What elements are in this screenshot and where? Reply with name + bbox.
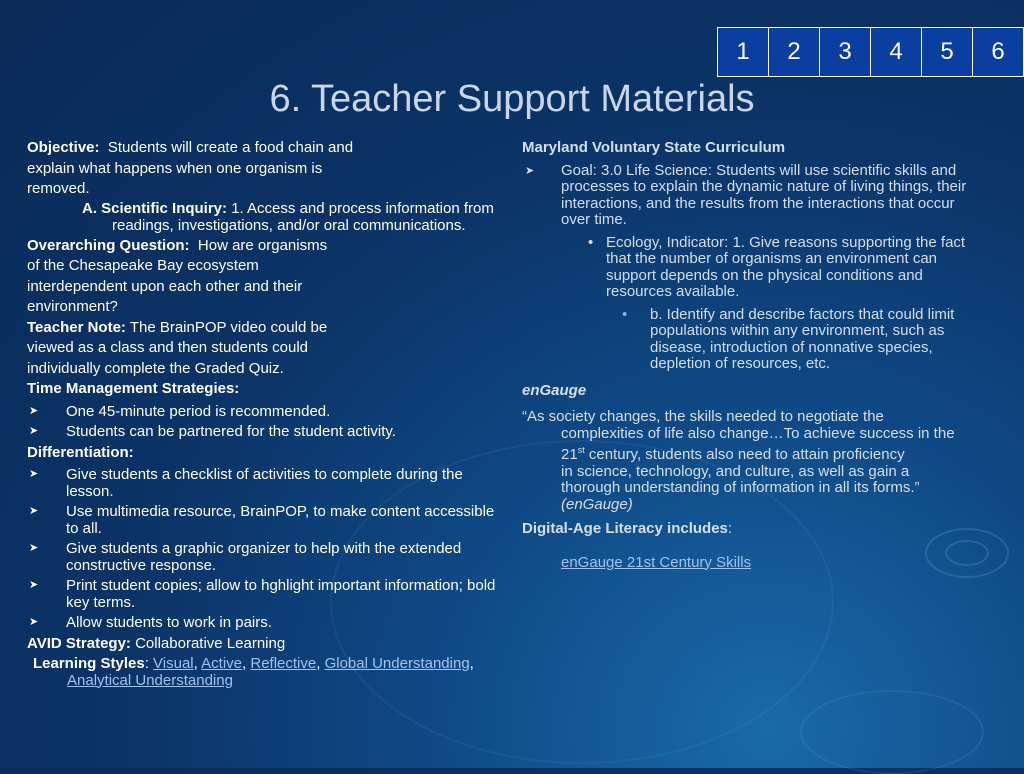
list-item	[522, 307, 967, 373]
question-label: Overarching Question:	[27, 236, 190, 254]
avid-label: AVID Strategy:	[27, 635, 131, 652]
question-text: environment?	[27, 298, 118, 315]
teacher-note-text: The BrainPOP video could be	[125, 318, 328, 336]
nav-button-1[interactable]: 1	[736, 38, 750, 65]
quote-text: “As society changes, the skills needed to negotiate the complexities of life also change…To achieve success in the 21	[522, 408, 955, 463]
list-item	[27, 540, 497, 574]
list-item	[522, 163, 967, 229]
inquiry-text: 1. Access and process	[227, 199, 382, 217]
list-item	[27, 577, 497, 611]
literacy-label: Digital-Age Literacy includes	[522, 520, 728, 537]
quote-text: in science, technology, and culture, as well as gain a thorough understanding of information in all its forms.”	[561, 462, 920, 496]
list-item-text: Print student copies; allow to hghlight important information; bold key terms.	[66, 577, 496, 611]
arrow-bullet-icon: ➤	[29, 404, 39, 417]
curriculum-heading: Maryland Voluntary State Curriculum	[522, 139, 786, 156]
objective-text: removed.	[27, 180, 90, 197]
slide-title: 6. Teacher Support Materials	[269, 78, 755, 120]
arrow-bullet-icon: ➤	[29, 579, 39, 591]
teacher-note-text: individually complete the Graded Quiz.	[27, 359, 284, 377]
engauge-quote	[522, 409, 967, 513]
arrow-bullet-icon: ➤	[525, 164, 535, 177]
question-text: of the Chesapeake Bay ecosystem	[27, 257, 259, 274]
water-ripple-decoration	[800, 690, 984, 774]
list-item	[27, 503, 497, 537]
differentiation-label: Differentiation:	[27, 443, 134, 461]
list-item	[27, 423, 497, 440]
list-item	[27, 403, 497, 420]
list-item-text: Students can be partnered for the student activity.	[66, 422, 396, 440]
indicator-text: Ecology, Indicator: 1. Give reasons supporting the fact that the number of organisms an environment can support depends on the physical conditions and resources available.	[606, 233, 966, 300]
reflective-link[interactable]: Reflective	[250, 654, 317, 672]
list-item-text: Use multimedia resource, BrainPOP, to make content accessible to all.	[66, 503, 495, 537]
teacher-note-label: Teacher Note:	[27, 318, 126, 336]
nav-button-3[interactable]: 3	[819, 28, 870, 76]
inquiry-label: A. Scientific Inquiry:	[82, 199, 228, 217]
active-link[interactable]: Active	[201, 654, 243, 672]
list-item	[27, 614, 497, 631]
analytical-understanding-link[interactable]: Analytical Understanding	[67, 671, 233, 689]
list-item-text: Allow students to work in pairs.	[66, 614, 272, 631]
list-item-text: Give students a graphic organizer to help with the extended constructive response.	[66, 540, 462, 574]
dot-bullet-icon: •	[588, 233, 594, 251]
objective-label: Objective:	[27, 139, 100, 156]
nav-button-4[interactable]: 4	[870, 28, 921, 76]
visual-link[interactable]: Visual	[153, 654, 194, 672]
inquiry-text: information from readings, investigations, and/or oral communications.	[112, 199, 494, 234]
slide-navigation	[717, 27, 1024, 77]
arrow-bullet-icon: ➤	[29, 505, 39, 517]
quote-text: century, students also need to attain proficiency	[584, 446, 905, 463]
time-management-label: Time Management Strategies:	[27, 380, 240, 397]
question-text: How are organisms	[197, 236, 328, 254]
engauge-skills-link[interactable]: enGauge 21st Century Skills	[561, 553, 752, 571]
list-item	[27, 466, 497, 500]
arrow-bullet-icon: ➤	[29, 542, 39, 554]
nav-button-6[interactable]: 6	[972, 28, 1023, 76]
nav-button-2[interactable]: 2	[768, 28, 819, 76]
question-text: interdependent upon each other and their	[27, 277, 303, 295]
arrow-bullet-icon: ➤	[29, 616, 39, 628]
list-item	[522, 235, 967, 301]
arrow-bullet-icon: ➤	[29, 424, 39, 437]
quote-superscript: st	[577, 445, 585, 455]
objective-b-text: b. Identify and describe factors that could limit populations within any environment, such as disease, introduction of nonnative species, depletion of resources, etc.	[650, 305, 955, 372]
list-item-text: One 45-minute period is recommended.	[66, 402, 331, 420]
avid-text: Collaborative Learning	[130, 635, 286, 652]
learning-styles-label: Learning Styles	[33, 654, 145, 672]
engauge-heading: enGauge	[522, 381, 587, 399]
arrow-bullet-icon: ➤	[29, 468, 39, 480]
objective-text: Students will create a food chain and	[107, 139, 354, 156]
global-understanding-link[interactable]: Global Understanding	[324, 654, 470, 672]
goal-text: Goal: 3.0 Life Science: Students will use scientific skills and processes to explain the dynamic nature of living things, their interactions, and the results from the interactions that occur over time.	[561, 161, 967, 228]
quote-source: (enGauge)	[561, 495, 633, 513]
dot-bullet-icon: •	[622, 305, 628, 323]
left-column: Objective: Students will create a food chain and explain what happens when one organism is removed. A. Scientific Inquiry: 1. Access and process information from readings, investigations, and/or oral communications. Overarching Question: How are organisms of the Chesapeake Bay ecosystem interdependent upon each other and their environment? Teacher Note: The BrainPOP video could be viewed as a class and then students could individually complete the Graded Quiz. Time Management Strategies: ➤ One 45-minute period is recommended. ➤ Students can be partnered for the student activity. Differentiation: ➤ Give students a checklist of activities to complete during the lesson. ➤ Use multimedia resource, BrainPOP, to make content accessible to all. ➤ Give students a graphic organizer to help with the extended constructive response. ➤ Print student copies; allow to hghlight important information; bold key terms. ➤ Allow students to work in pairs. AVID Strategy: Collaborative Learning Learning Styles: Visual, Active, Reflective, Global Understanding, Analytical Understanding	[27, 139, 496, 689]
list-item-text: Give students a checklist of activities to complete during the lesson.	[66, 466, 463, 500]
teacher-note-text: viewed as a class and then students could	[27, 339, 309, 356]
right-column: Maryland Voluntary State Curriculum ➤ Goal: 3.0 Life Science: Students will use scientific skills and processes to explain the dynamic nature of living things, their interactions, and the results from the interactions that occur over time. • Ecology, Indicator: 1. Give reasons supporting the fact that the number of organisms an environment can support depends on the physical conditions and resources available. • b. Identify and describe factors that could limit populations within any environment, such as disease, introduction of nonnative species, depletion of resources, etc. enGauge “As society changes, the skills needed to negotiate the complexities of life also change…To achieve success in the 21st century, students also need to attain proficiency in science, technology, and culture, as well as gain a thorough understanding of information in all its forms.” (enGauge) Digital-Age Literacy includes: enGauge 21st Century Skills	[522, 139, 967, 571]
nav-button-5[interactable]: 5	[921, 28, 972, 76]
objective-text: explain what happens when one organism is	[27, 159, 323, 177]
